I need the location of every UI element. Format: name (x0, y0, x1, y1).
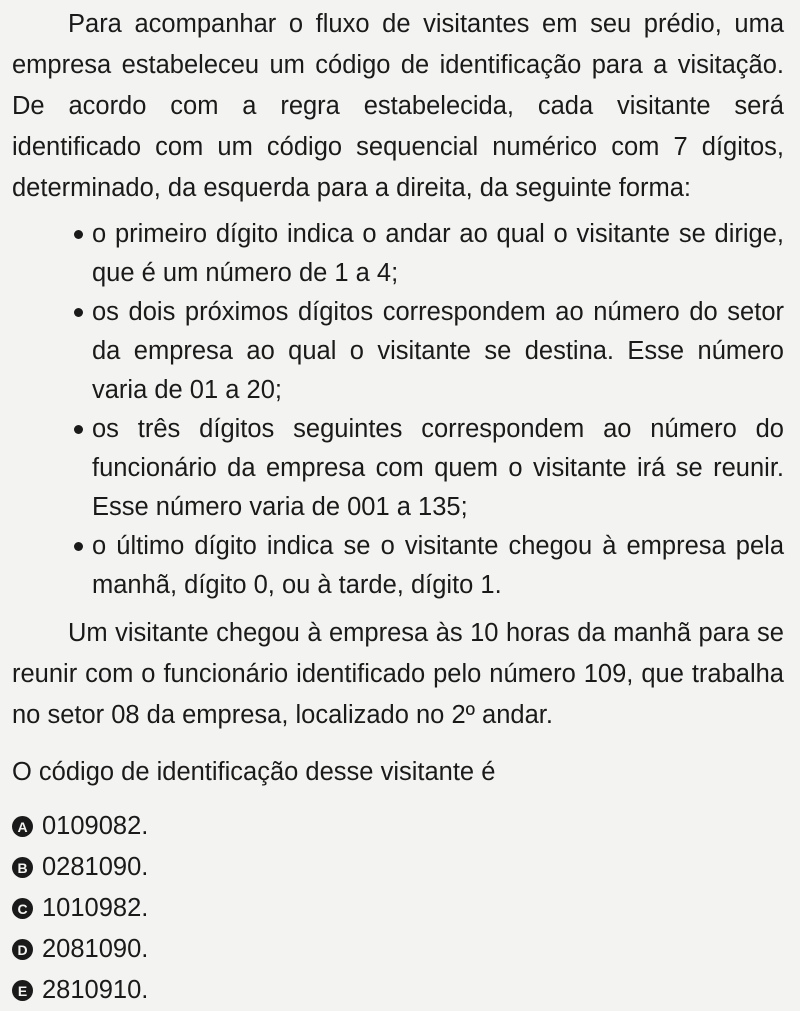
option-b-badge-icon: B (12, 857, 33, 878)
option-d-badge-icon: D (12, 939, 33, 960)
scenario-paragraph: Um visitante chegou à empresa às 10 horas da manhã para se reunir com o funcionário identificado pelo número 109, que trabalha no setor 08 da empresa, localizado no 2º andar. (12, 619, 784, 729)
rule-item-1 (92, 215, 784, 293)
option-b[interactable] (12, 847, 784, 888)
bullet-dot-icon (74, 542, 83, 551)
rule-text: os dois próximos dígitos correspondem ao número do setor da empresa ao qual o visitante se destina. Esse número varia de 01 a 20; (92, 298, 784, 404)
bullet-dot-icon (74, 230, 83, 239)
rule-text: o último dígito indica se o visitante chegou à empresa pela manhã, dígito 0, ou à tarde, dígito 1. (92, 532, 784, 599)
bullet-dot-icon (74, 425, 83, 434)
question-stem: O código de identificação desse visitante é (12, 758, 496, 786)
option-d[interactable] (12, 929, 784, 970)
option-b-text: 0281090. (42, 853, 149, 881)
rules-list (12, 215, 784, 605)
rule-item-2 (92, 293, 784, 410)
option-e-text: 2810910. (42, 976, 149, 1004)
option-a-text: 0109082. (42, 812, 149, 840)
rule-text: os três dígitos seguintes correspondem ao número do funcionário da empresa com quem o visitante irá se reunir. Esse número varia de 001 a 135; (92, 415, 784, 521)
answer-options (12, 806, 784, 1011)
option-c-text: 1010982. (42, 894, 149, 922)
option-d-text: 2081090. (42, 935, 149, 963)
bullet-dot-icon (74, 308, 83, 317)
option-e-badge-icon: E (12, 980, 33, 1001)
rule-text: o primeiro dígito indica o andar ao qual o visitante se dirige, que é um número de 1 a 4; (92, 220, 784, 287)
option-c[interactable] (12, 888, 784, 929)
rule-item-4 (92, 527, 784, 605)
option-a[interactable] (12, 806, 784, 847)
option-c-badge-icon: C (12, 898, 33, 919)
intro-paragraph: Para acompanhar o fluxo de visitantes em seu prédio, uma empresa estabeleceu um código de identificação para a visitação. De acordo com a regra estabelecida, cada visitante será identificado com um código sequencial numérico com 7 dígitos, determinado, da esquerda para a direita, da seguinte forma: (12, 10, 784, 202)
rule-item-3 (92, 410, 784, 527)
option-a-badge-icon: A (12, 816, 33, 837)
option-e[interactable] (12, 970, 784, 1011)
